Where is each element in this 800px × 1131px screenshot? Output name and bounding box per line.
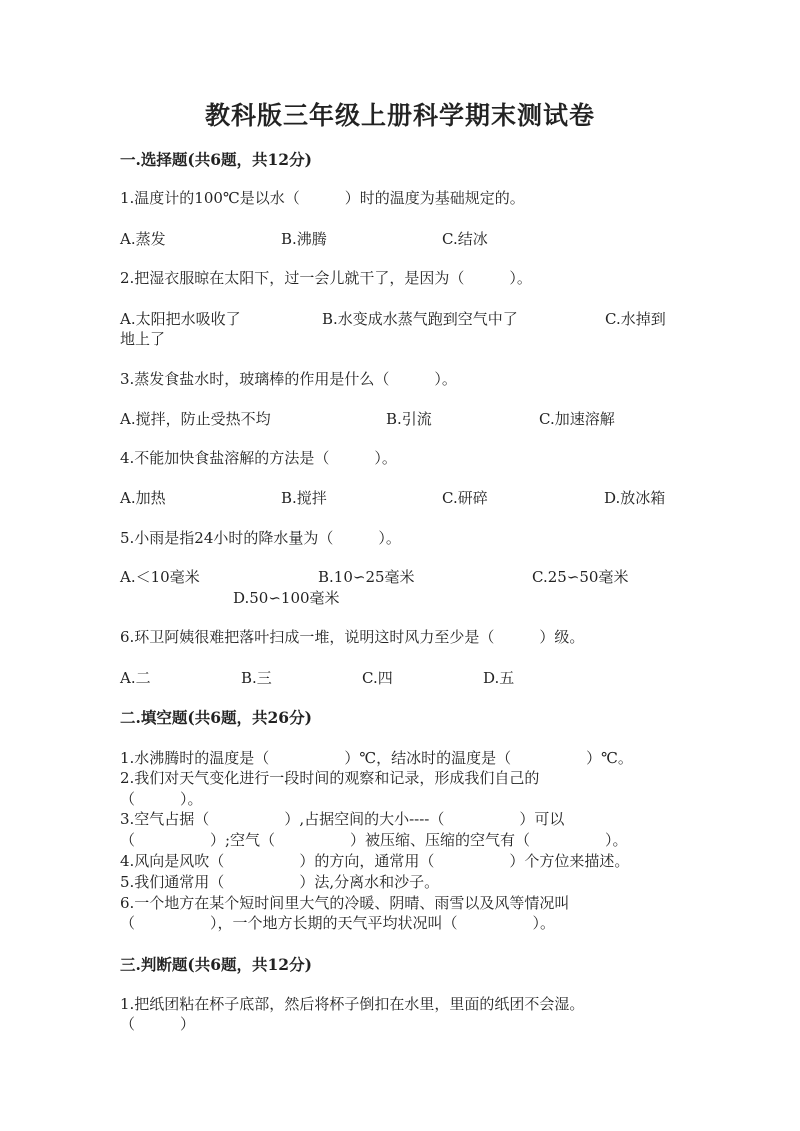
judge-question-1: 1.把纸团粘在杯子底部，然后将杯子倒扣在水里，里面的纸团不会湿。 xyxy=(120,995,585,1013)
question-4-stem: 4.不能加快食盐溶解的方法是（ ）。 xyxy=(120,449,397,467)
q4-option-a: A.加热 xyxy=(120,489,166,507)
q3-option-c: C.加速溶解 xyxy=(539,410,615,428)
fill-line-4: 3.空气占据（ ）,占据空间的大小----（ ）可以 xyxy=(120,810,565,828)
fill-line-3: （ ）。 xyxy=(120,790,203,808)
q2-option-c: C.水掉到 xyxy=(605,310,666,328)
q6-option-c: C.四 xyxy=(362,669,393,687)
q1-option-a: A.蒸发 xyxy=(120,230,166,248)
q2-option-c-wrap: 地上了 xyxy=(120,330,166,348)
q5-option-c: C.25∽50毫米 xyxy=(532,568,629,586)
q5-option-a: A.＜10毫米 xyxy=(120,568,200,586)
question-1-stem: 1.温度计的100℃是以水（ ）时的温度为基础规定的。 xyxy=(120,189,525,207)
q1-option-b: B.沸腾 xyxy=(281,230,327,248)
fill-line-8: 6.一个地方在某个短时间里大气的冷暖、阴晴、雨雪以及风等情况叫 xyxy=(120,894,570,912)
q6-option-a: A.二 xyxy=(120,669,151,687)
q1-option-c: C.结冰 xyxy=(442,230,488,248)
question-5-stem: 5.小雨是指24小时的降水量为（ ）。 xyxy=(120,529,401,547)
question-3-stem: 3.蒸发食盐水时，玻璃棒的作用是什么（ ）。 xyxy=(120,370,457,388)
question-2-stem: 2.把湿衣服晾在太阳下，过一会儿就干了，是因为（ ）。 xyxy=(120,269,532,287)
question-6-stem: 6.环卫阿姨很难把落叶扫成一堆，说明这时风力至少是（ ）级。 xyxy=(120,628,585,646)
q5-option-d: D.50∽100毫米 xyxy=(233,589,340,607)
section-heading-judge: 三.判断题(共6题，共12分) xyxy=(120,955,312,974)
fill-line-7: 5.我们通常用（ ）法,分离水和沙子。 xyxy=(120,873,440,891)
q3-option-b: B.引流 xyxy=(386,410,432,428)
q5-option-b: B.10∽25毫米 xyxy=(318,568,415,586)
fill-line-9: （ ），一个地方长期的天气平均状况叫（ ）。 xyxy=(120,914,556,932)
fill-line-5: （ ）;空气（ ）被压缩、压缩的空气有（ ）。 xyxy=(120,831,628,849)
section-heading-choice: 一.选择题(共6题，共12分) xyxy=(120,150,312,169)
q4-option-d: D.放冰箱 xyxy=(604,489,666,507)
fill-line-2: 2.我们对天气变化进行一段时间的观察和记录，形成我们自己的 xyxy=(120,769,540,787)
q3-option-a: A.搅拌，防止受热不均 xyxy=(120,410,271,428)
judge-question-1-blank: （ ） xyxy=(120,1015,196,1033)
q6-option-d: D.五 xyxy=(483,669,515,687)
fill-line-1: 1.水沸腾时的温度是（ ）℃，结冰时的温度是（ ）℃。 xyxy=(120,749,633,767)
section-heading-fill: 二.填空题(共6题，共26分) xyxy=(120,708,312,727)
q2-option-b: B.水变成水蒸气跑到空气中了 xyxy=(322,310,518,328)
exam-title: 教科版三年级上册科学期末测试卷 xyxy=(204,101,595,130)
q4-option-c: C.研碎 xyxy=(442,489,488,507)
q2-option-a: A.太阳把水吸收了 xyxy=(120,310,241,328)
q6-option-b: B.三 xyxy=(241,669,272,687)
fill-line-6: 4.风向是风吹（ ）的方向，通常用（ ）个方位来描述。 xyxy=(120,852,630,870)
q4-option-b: B.搅拌 xyxy=(281,489,327,507)
